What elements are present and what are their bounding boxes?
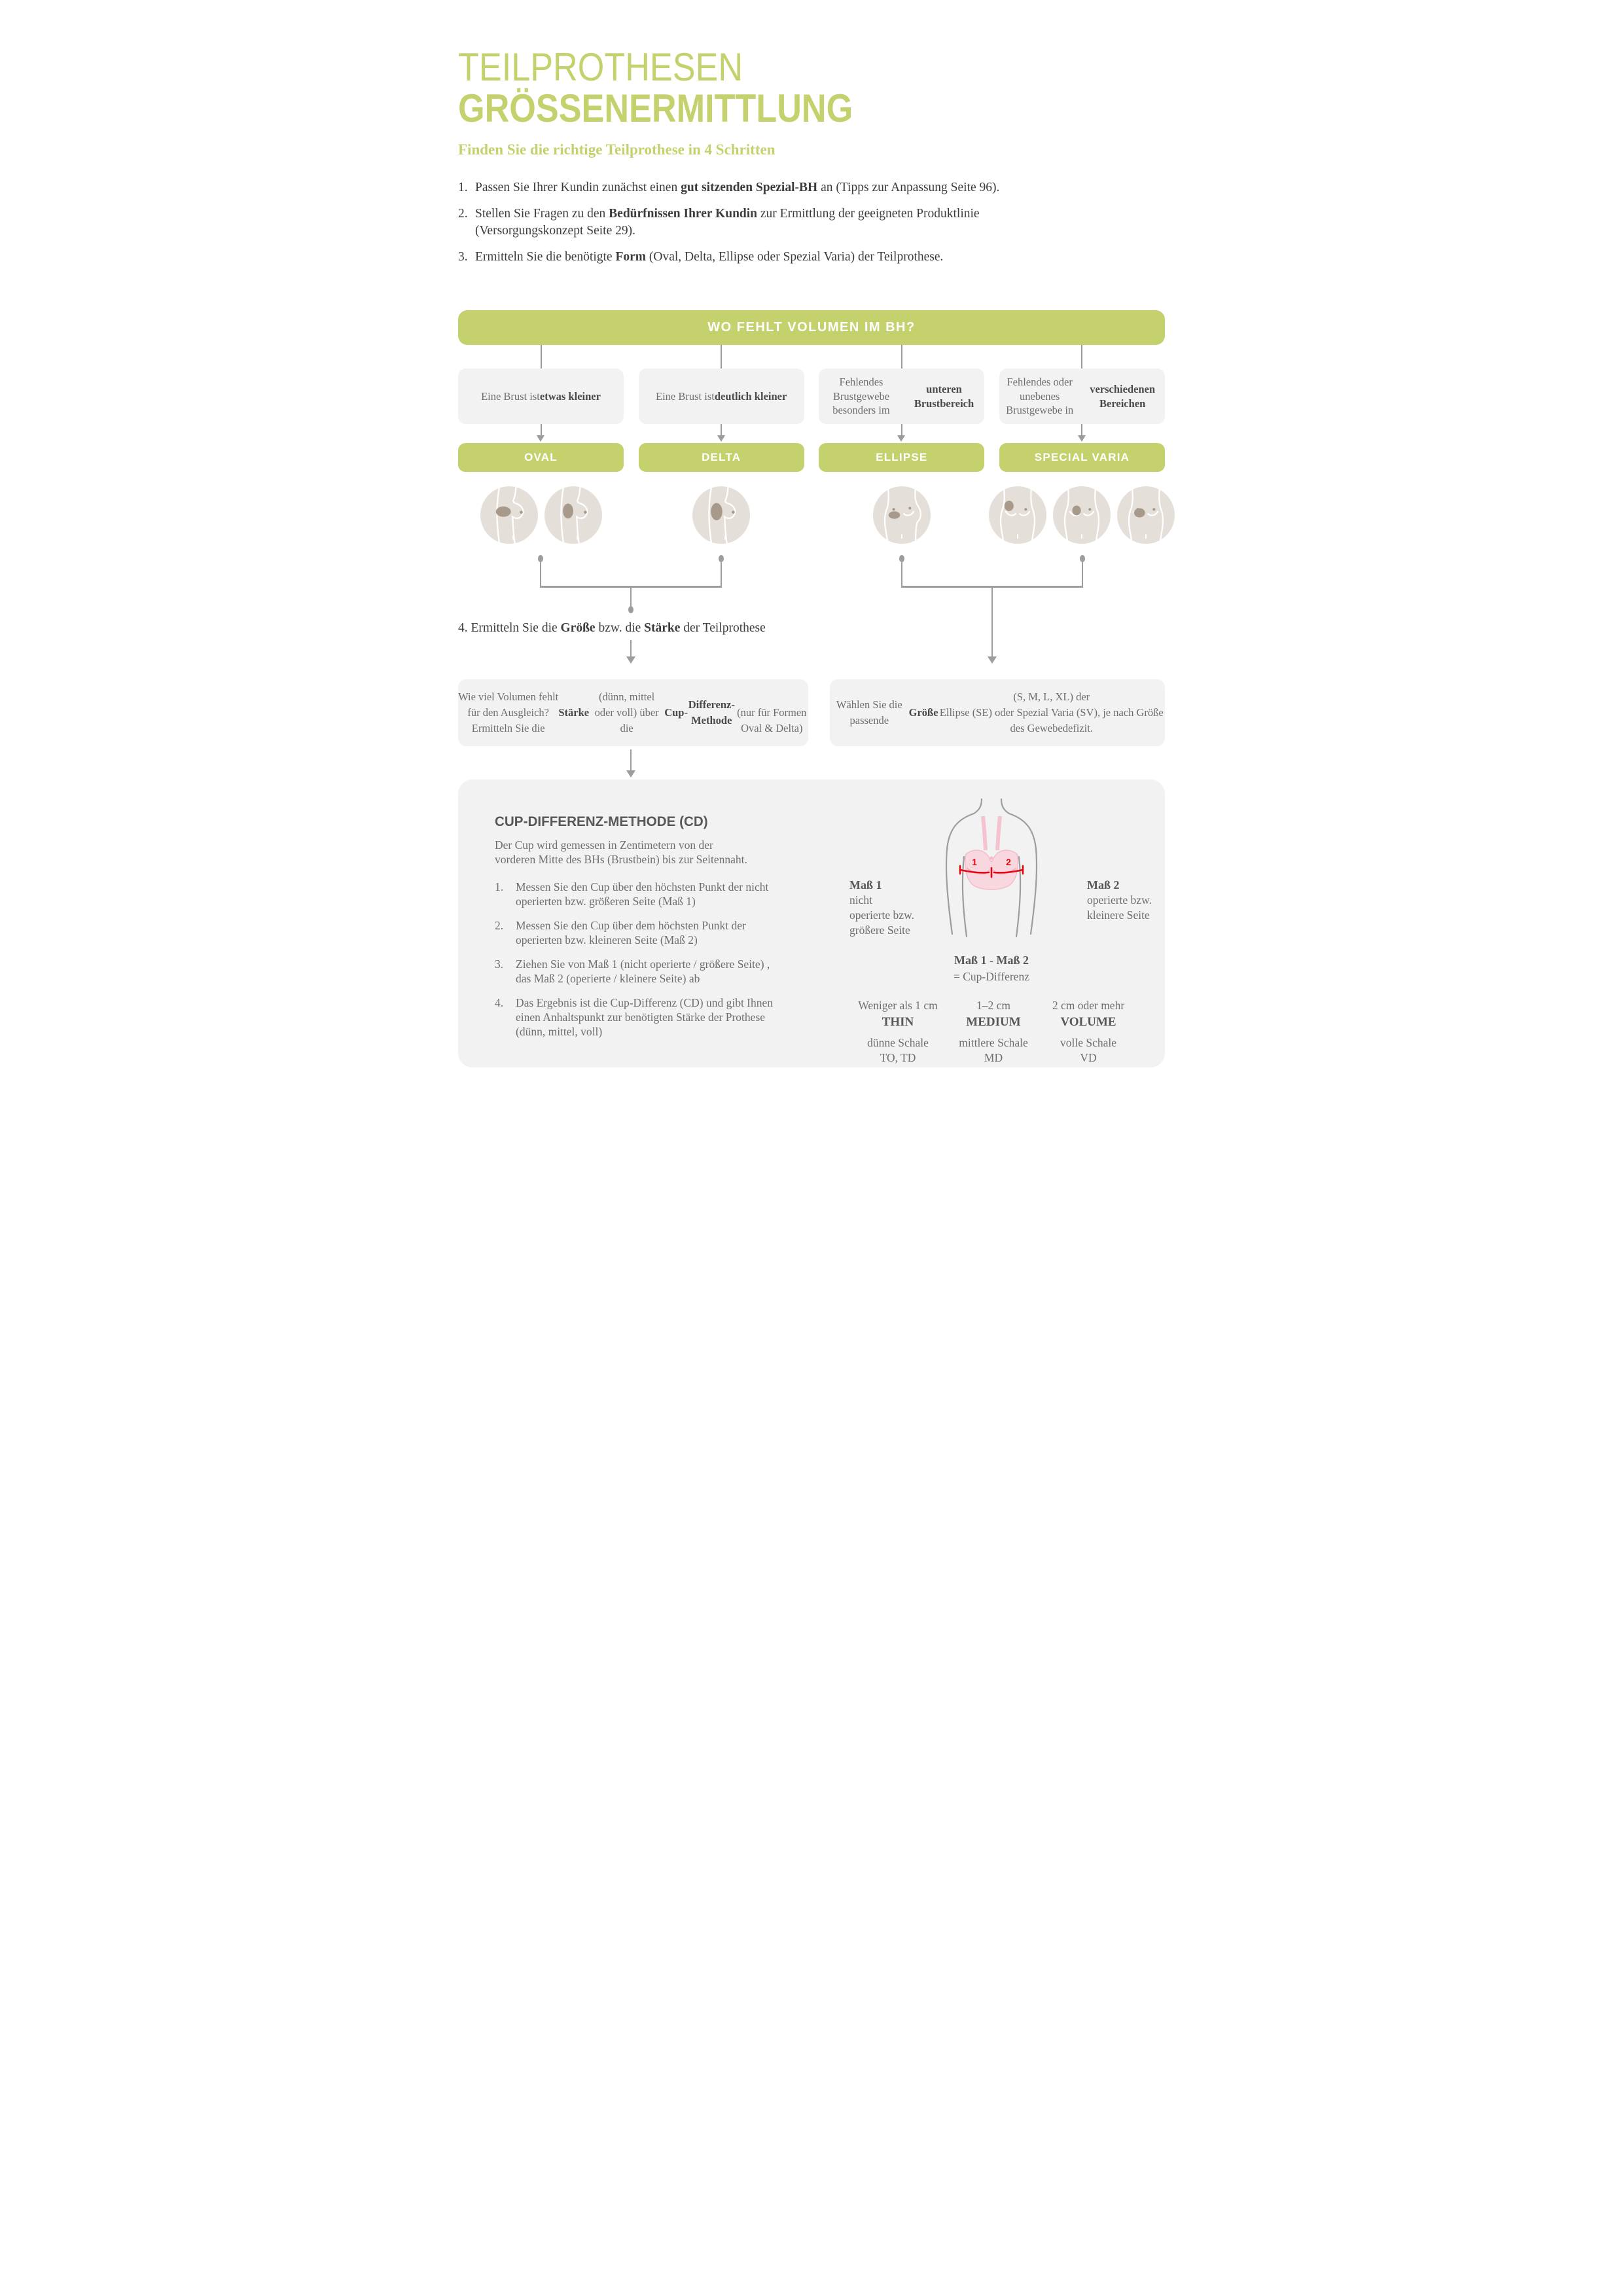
step-text: Passen Sie Ihrer Kundin zunächst einen gut sitzenden Spezial-BH an (Tipps zur Anpassung Seite 96). <box>475 181 1000 194</box>
arrow-col <box>639 424 804 443</box>
content <box>458 0 1165 1067</box>
cd-item-text: Das Ergebnis ist die Cup-Differenz (CD) und gibt Ihnen einen Anhaltspunkt zur benötigten Stärke der Prothese (dünn, mittel, voll) <box>516 996 774 1038</box>
step-text: Ermitteln Sie die benötigte Form (Oval, Delta, Ellipse oder Spezial Varia) der Teilprothese. <box>475 250 944 264</box>
question-box-oval: Eine Brust ist etwas kleiner <box>458 368 624 424</box>
circle-group <box>480 486 602 544</box>
bracket-section <box>458 544 1165 679</box>
step-item-3 <box>458 249 1165 266</box>
connector-col <box>819 345 984 368</box>
form-label-special-varia: SPECIAL VARIA <box>999 443 1165 472</box>
step-marker: 3. <box>458 250 468 264</box>
cd-item-marker: 1. <box>495 880 504 893</box>
torso-icon-special-varia-2 <box>1053 486 1111 544</box>
question-box-ellipse: Fehlendes Brustgewebe besonders im unteren Brustbereich <box>819 368 984 424</box>
bra-shape <box>965 816 1018 889</box>
cd-item-2 <box>495 918 830 947</box>
connector-col <box>999 345 1165 368</box>
result-grade: MEDIUM <box>966 1015 1021 1029</box>
connector-col <box>458 345 624 368</box>
circle-group <box>989 486 1175 544</box>
steps-list <box>458 179 1165 266</box>
cd-method-section <box>458 780 1165 1067</box>
torso-icon-delta <box>692 486 750 544</box>
step-marker: 1. <box>458 181 468 194</box>
branch-box-groesse: Wählen Sie die passende Größe (S, M, L, XL) der Ellipse (SE) oder Spezial Varia (SV), je nach Größe des Gewebedefizit. <box>830 679 1165 746</box>
branch-row <box>458 679 1165 746</box>
page <box>406 0 1217 1148</box>
bracket-stem <box>901 561 902 586</box>
question-box-special-varia: Fehlendes oder unebenes Brustgewebe in verschiedenen Bereichen <box>999 368 1165 424</box>
cd-item-text: Ziehen Sie von Maß 1 (nicht operierte / größere Seite) , das Maß 2 (operierte / kleinere Seite) ab <box>516 958 770 985</box>
circles-col-oval <box>458 486 624 544</box>
arrow-col <box>819 424 984 443</box>
cd-item-marker: 4. <box>495 996 504 1009</box>
result-range: 1–2 cm <box>976 999 1011 1012</box>
result-desc: mittlere Schale MD <box>959 1036 1028 1064</box>
connector-row <box>458 345 1165 368</box>
connector-line <box>541 345 542 368</box>
flow-banner: WO FEHLT VOLUMEN IM BH? <box>458 310 1165 345</box>
connector-col <box>639 345 804 368</box>
circles-col-special-varia <box>999 486 1165 544</box>
result-column-volume <box>1052 998 1124 1066</box>
cd-heading: CUP-DIFFERENZ-METHODE (CD) <box>495 814 708 829</box>
result-grade: VOLUME <box>1060 1015 1116 1029</box>
form-label-ellipse: ELLIPSE <box>819 443 984 472</box>
arrow-to-cd <box>458 746 1165 780</box>
question-box-delta: Eine Brust ist deutlich kleiner <box>639 368 804 424</box>
arrow-row <box>458 424 1165 443</box>
result-grade: THIN <box>882 1015 914 1029</box>
result-range: 2 cm oder mehr <box>1052 999 1125 1012</box>
down-arrow-icon <box>901 424 902 435</box>
bracket-stem <box>721 561 722 586</box>
result-range: Weniger als 1 cm <box>858 999 938 1012</box>
cd-item-marker: 3. <box>495 958 504 971</box>
arrow-col <box>458 424 624 443</box>
circles-row <box>458 486 1165 544</box>
step-item-2 <box>458 206 1165 240</box>
cup-difference-formula: Maß 1 - Maß 2 = Cup-Differenz <box>954 954 1029 983</box>
step-item-1 <box>458 179 1165 196</box>
cd-item-4 <box>495 996 830 1039</box>
arrow-col <box>999 424 1165 443</box>
bracket-stem <box>1082 561 1083 586</box>
cd-item-3 <box>495 957 830 986</box>
cd-text-column <box>495 814 830 1049</box>
form-button-row <box>458 443 1165 472</box>
form-label-oval: OVAL <box>458 443 624 472</box>
result-column-thin <box>858 998 938 1066</box>
question-box-row <box>458 368 1165 424</box>
down-arrow-icon <box>991 586 993 656</box>
down-arrow-icon <box>630 749 632 770</box>
torso-icon-oval-horizontal <box>480 486 538 544</box>
page-subtitle: Finden Sie die richtige Teilprothese in 4 Schritten <box>458 141 776 158</box>
torso-icon-special-varia-1 <box>989 486 1046 544</box>
torso-icon-special-varia-3 <box>1117 486 1175 544</box>
connector-line <box>721 345 722 368</box>
bracket-stem <box>540 561 541 586</box>
header <box>458 47 1165 158</box>
circles-col-delta <box>639 486 804 544</box>
page-title-line-1: TEILPROTHESEN <box>458 45 743 89</box>
measure-number-1: 1 <box>972 857 977 867</box>
down-arrow-icon <box>721 424 722 435</box>
result-column-medium <box>959 998 1027 1066</box>
bra-measurement-figure <box>916 798 1067 958</box>
cd-item-marker: 2. <box>495 919 504 932</box>
circle-group <box>692 486 750 544</box>
circles-col-ellipse <box>819 486 984 544</box>
connector-line <box>1081 345 1082 368</box>
mass1-label: Maß 1 nicht operierte bzw. größere Seite <box>849 878 914 937</box>
torso-icon-oval-vertical <box>544 486 602 544</box>
down-arrow-icon <box>1081 424 1082 435</box>
result-desc: volle Schale VD <box>1060 1036 1116 1064</box>
page-title-line-2: GRÖSSENERMITTLUNG <box>458 86 853 130</box>
down-arrow-icon <box>630 640 632 656</box>
bracket-center-stem <box>630 586 632 607</box>
bracket-dot <box>628 606 633 613</box>
circle-group <box>873 486 931 544</box>
cd-item-text: Messen Sie den Cup über dem höchsten Punkt der operierten bzw. kleineren Seite (Maß 2) <box>516 919 746 946</box>
branch-box-staerke: Wie viel Volumen fehlt für den Ausgleich? Ermitteln Sie die Stärke (dünn, mittel oder voll) über die Cup- Differenz-Methode (nur für Formen Oval & Delta) <box>458 679 808 746</box>
down-arrow-icon <box>541 424 542 435</box>
measure-number-2: 2 <box>1006 857 1011 867</box>
cd-item-1 <box>495 880 830 908</box>
cd-item-text: Messen Sie den Cup über den höchsten Punkt der nicht operierten bzw. größeren Seite (Maß 1) <box>516 880 769 908</box>
connector-line <box>901 345 902 368</box>
step-text: Stellen Sie Fragen zu den Bedürfnissen Ihrer Kundin zur Ermittlung der geeigneten Produktlinie (Versorgungskonzept Seite 29). <box>475 207 980 238</box>
step-marker: 2. <box>458 207 468 221</box>
torso-icon-ellipse <box>873 486 931 544</box>
result-desc: dünne Schale TO, TD <box>867 1036 929 1064</box>
cd-intro: Der Cup wird gemessen in Zentimetern von der vorderen Mitte des BHs (Brustbein) bis zur Seitennaht. <box>495 838 747 866</box>
mass2-label: Maß 2 operierte bzw. kleinere Seite <box>1087 878 1152 922</box>
form-label-delta: DELTA <box>639 443 804 472</box>
step-4-text: 4. Ermitteln Sie die Größe bzw. die Stärke der Teilprothese <box>458 621 766 635</box>
